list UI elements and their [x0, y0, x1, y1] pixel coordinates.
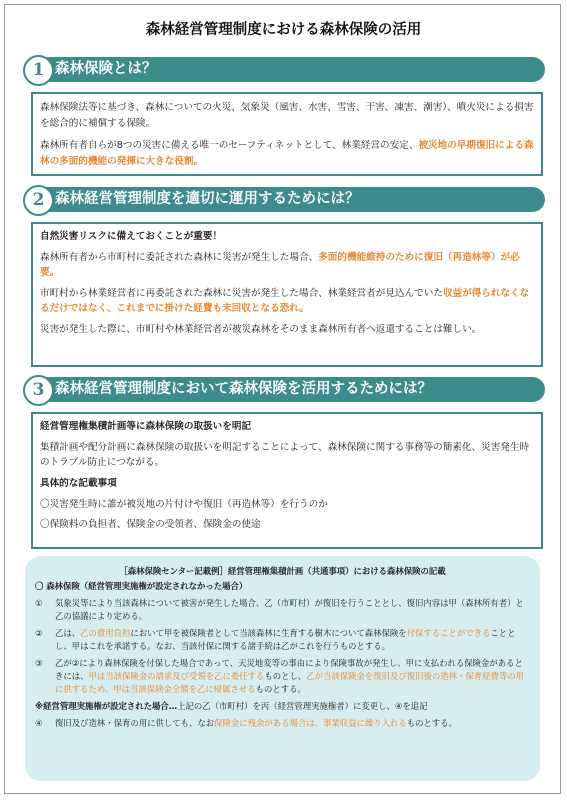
- s3-item-1: 〇災害発生時に誰が被災地の片付けや復旧（再造林等）を行うのか: [40, 499, 328, 510]
- example-case-heading: 〇 森林保険（経営管理実施権が設定されなかった場合）: [35, 581, 248, 591]
- s3-paragraph-1: 集積計画や配分計画に森林保険の取扱いを明記することによって、森林保険に関する事務等の簡素化、災害発生時のトラブル防止につながる。: [40, 442, 530, 468]
- example-item-2: ② 乙は、乙の費用負担において甲を被保険者として当該森林に生育する樹木について森林保険を付保することができることとし、甲はこれを承諾する。なお、当該付保に関する諸手続は乙がこれを行うものとする。: [35, 628, 516, 651]
- s3-subheading-1: 経営管理権集積計画等に森林保険の取扱いを明記: [40, 421, 252, 432]
- example-item-3: ③ 乙が②により森林保険を付保した場合であって、天災地変等の事由により保険事故が発生し、甲に支払われる保険金があるときには、甲は当該保険金の請求及び受領を乙に委任するものとし、乙が当該保険金を復旧及び復旧後の造林・保育経費等の用に供するため、甲は当該保険金全額を乙に帰属させるものとする。: [35, 658, 524, 694]
- example-item-4: ④ 復旧及び造林・保育の用に供しても、なお保険金に残余がある場合は、事業収益に繰り入れるものとする。: [35, 718, 457, 728]
- s3-subheading-2: 具体的な記載事項: [40, 478, 117, 489]
- section-2-box: [31, 222, 543, 367]
- section-1-box: [31, 92, 543, 176]
- section-number-1: 1: [23, 55, 54, 86]
- s2-subheading: 自然災害リスクに備えておくことが重要！: [40, 231, 223, 242]
- section-2-header: [23, 185, 545, 214]
- section-1-heading: 森林保険とは？: [55, 61, 157, 77]
- document-page: [4, 4, 561, 794]
- s3-item-2: 〇保険料の負担者、保険金の受領者、保険金の使途: [40, 519, 261, 530]
- example-panel: [25, 556, 540, 781]
- s2-paragraph-2: 市町村から林業経営者に再委託された森林に災害が発生した場合、林業経営者が見込んでいた収益が得られなくなるだけではなく、これまでに掛けた経費も未回収となる恐れ。: [40, 288, 530, 314]
- section-number-3: 3: [23, 375, 54, 406]
- s2-paragraph-3: 災害が発生した際に、市町村や林業経営者が被災森林をそのまま森林所有者へ返還することは難しい。: [40, 324, 482, 335]
- s1-paragraph-2: 森林所有者自らが8つの災害に備える唯一のセーフティネットとして、林業経営の安定、被災地の早期復旧による森林の多面的機能の発揮に大きな役割。: [40, 140, 534, 167]
- section-1-header: [23, 55, 545, 84]
- section-3-heading: 森林経営管理制度において森林保険を活用するためには？: [55, 381, 432, 397]
- section-3-header: [23, 375, 545, 404]
- s2-paragraph-1: 森林所有者から市町村に委託された森林に災害が発生した場合、多面的機能維持のために復旧（再造林等）が必要。: [40, 252, 520, 278]
- example-title: ［森林保険センター記載例］経営管理権集積計画（共通事項）における森林保険の記載: [119, 566, 446, 576]
- example-note: ※経営管理実施権が設定された場合…上記の乙（市町村）を丙（経営管理実施権者）に変更し、④を追記: [35, 701, 428, 711]
- section-3-box: [31, 412, 543, 549]
- s1-paragraph-1: 森林保険法等に基づき、森林についての火災、気象災（風害、水害、雪害、干害、凍害、潮害）、噴火災による損害を総合的に補償する保険。: [40, 102, 534, 129]
- section-2-heading: 森林経営管理制度を適切に運用するためには？: [55, 191, 360, 207]
- document-title: 森林経営管理制度における森林保険の活用: [145, 22, 422, 38]
- example-item-1: ① 気象災等により当該森林について被害が発生した場合、乙（市町村）が復旧を行うこととし、復旧内容は甲（森林所有者）と乙の協議により定める。: [35, 598, 524, 621]
- section-number-2: 2: [23, 185, 54, 216]
